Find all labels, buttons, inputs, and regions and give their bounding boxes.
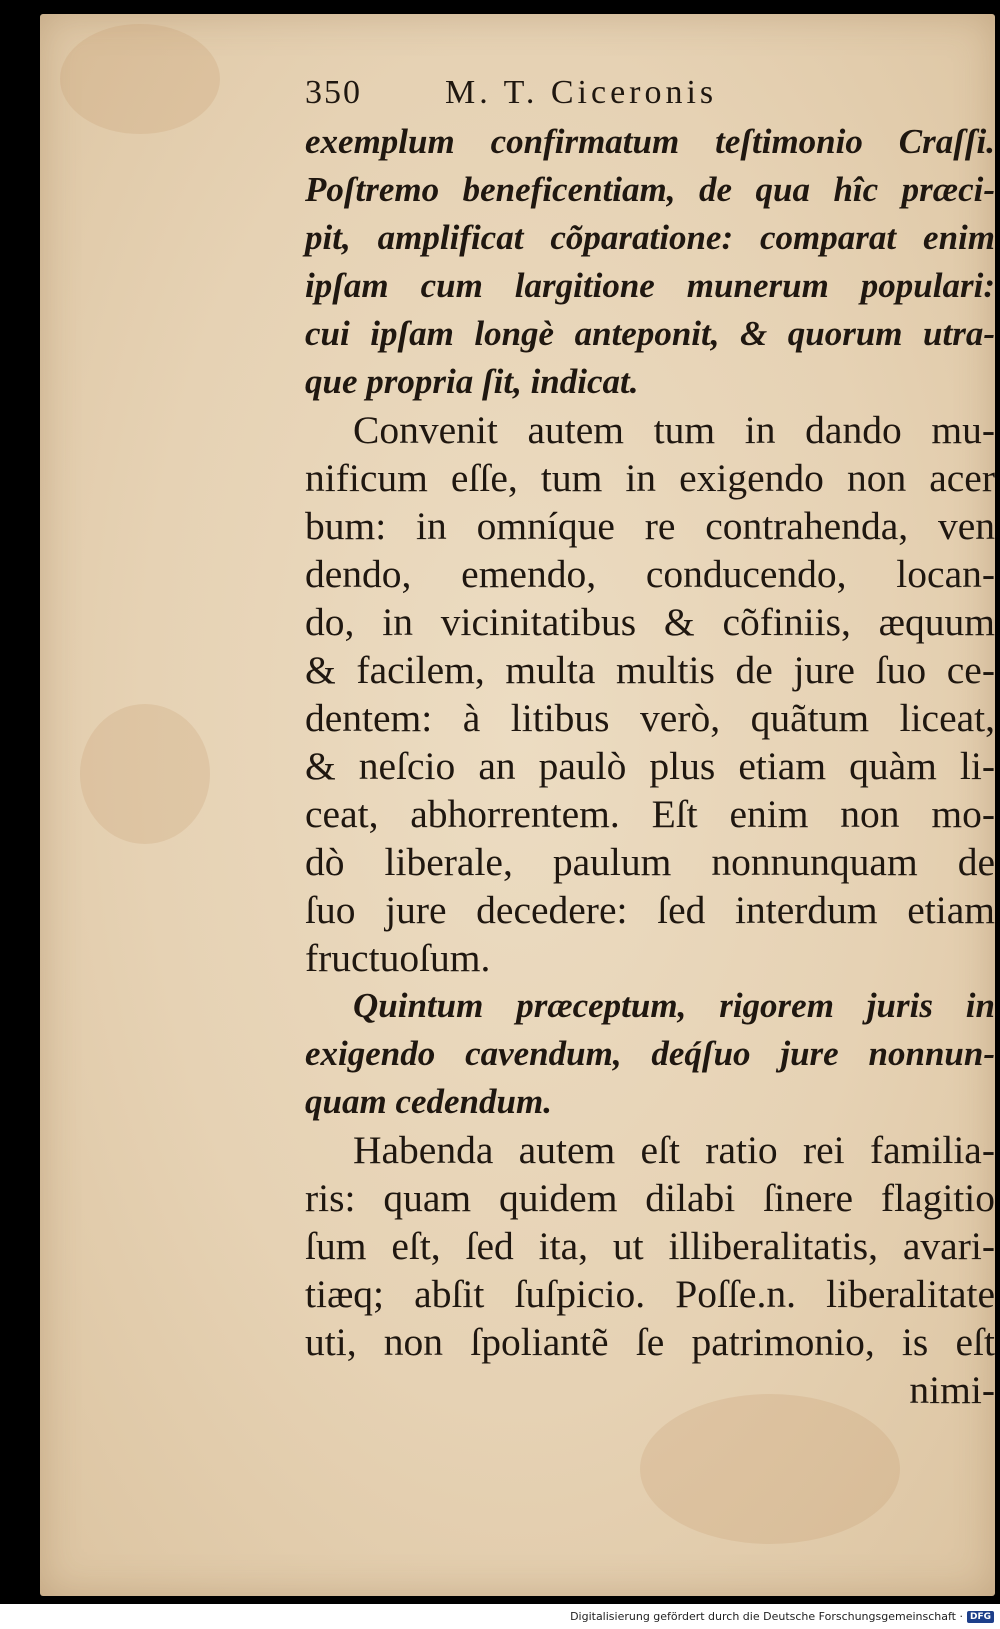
- text-line: nimi-: [909, 1368, 995, 1412]
- page-header: [305, 74, 995, 118]
- text-line: que propria ſit, indicat.: [305, 362, 639, 401]
- text-line: Quintum præceptum, rigorem juris in: [353, 986, 995, 1025]
- dfg-logo: DFG: [967, 1611, 994, 1623]
- text-line: & facilem, multa multis de jure ſuo ce-: [305, 648, 995, 692]
- text-line: ſuo jure decedere: ſed interdum etiam: [305, 888, 995, 932]
- text-line: uti, non ſpoliantẽ ſe patrimonio, is eſt: [305, 1320, 995, 1364]
- page-number: 350: [305, 74, 362, 111]
- text-line: quam cedendum.: [305, 1082, 552, 1121]
- text-line: Habenda autem eſt ratio rei familia-: [353, 1128, 995, 1172]
- text-line: ſum eſt, ſed ita, ut illiberalitatis, avari-: [305, 1224, 995, 1268]
- text-line: exemplum confirmatum teſtimonio Craſſi.: [305, 122, 995, 161]
- book-page: [40, 14, 995, 1596]
- text-line: tiæq; abſit ſuſpicio. Poſſe.n. liberalitate: [305, 1272, 995, 1316]
- text-line: cui ipſam longè anteponit, & quorum utra-: [305, 314, 995, 353]
- digitization-footer: [0, 1604, 1000, 1629]
- text-line: do, in vicinitatibus & cõfiniis, æquum: [305, 600, 995, 644]
- text-line: nificum eſſe, tum in exigendo non acer: [305, 456, 995, 500]
- text-line: dendo, emendo, conducendo, locan-: [305, 552, 995, 596]
- page-stain: [60, 24, 220, 134]
- text-line: ipſam cum largitione munerum populari:: [305, 266, 995, 305]
- page-text: [305, 74, 995, 1414]
- text-line: fructuoſum.: [305, 936, 491, 980]
- funding-credit: Digitalisierung gefördert durch die Deutsche Forschungsgemeinschaft ·: [570, 1610, 963, 1623]
- running-head: M. T. Ciceronis: [445, 74, 718, 111]
- body-text: [305, 118, 995, 1414]
- text-line: ceat, abhorrentem. Eſt enim non mo-: [305, 792, 995, 836]
- text-line: bum: in omníque re contrahenda, ven: [305, 504, 995, 548]
- text-line: dò liberale, paulum nonnunquam de: [305, 840, 995, 884]
- text-line: exigendo cavendum, deq́ſuo jure nonnun-: [305, 1034, 995, 1073]
- text-line: Convenit autem tum in dando mu-: [353, 408, 995, 452]
- text-line: & neſcio an paulò plus etiam quàm li-: [305, 744, 995, 788]
- page-stain: [640, 1394, 900, 1544]
- text-line: pit, amplificat cõparatione: comparat enim: [305, 218, 995, 257]
- page-stain: [80, 704, 210, 844]
- text-line: ris: quam quidem dilabi ſinere flagitio: [305, 1176, 995, 1220]
- text-line: dentem: à litibus verò, quãtum liceat,: [305, 696, 995, 740]
- text-line: Poſtremo beneficentiam, de qua hîc præci-: [305, 170, 995, 209]
